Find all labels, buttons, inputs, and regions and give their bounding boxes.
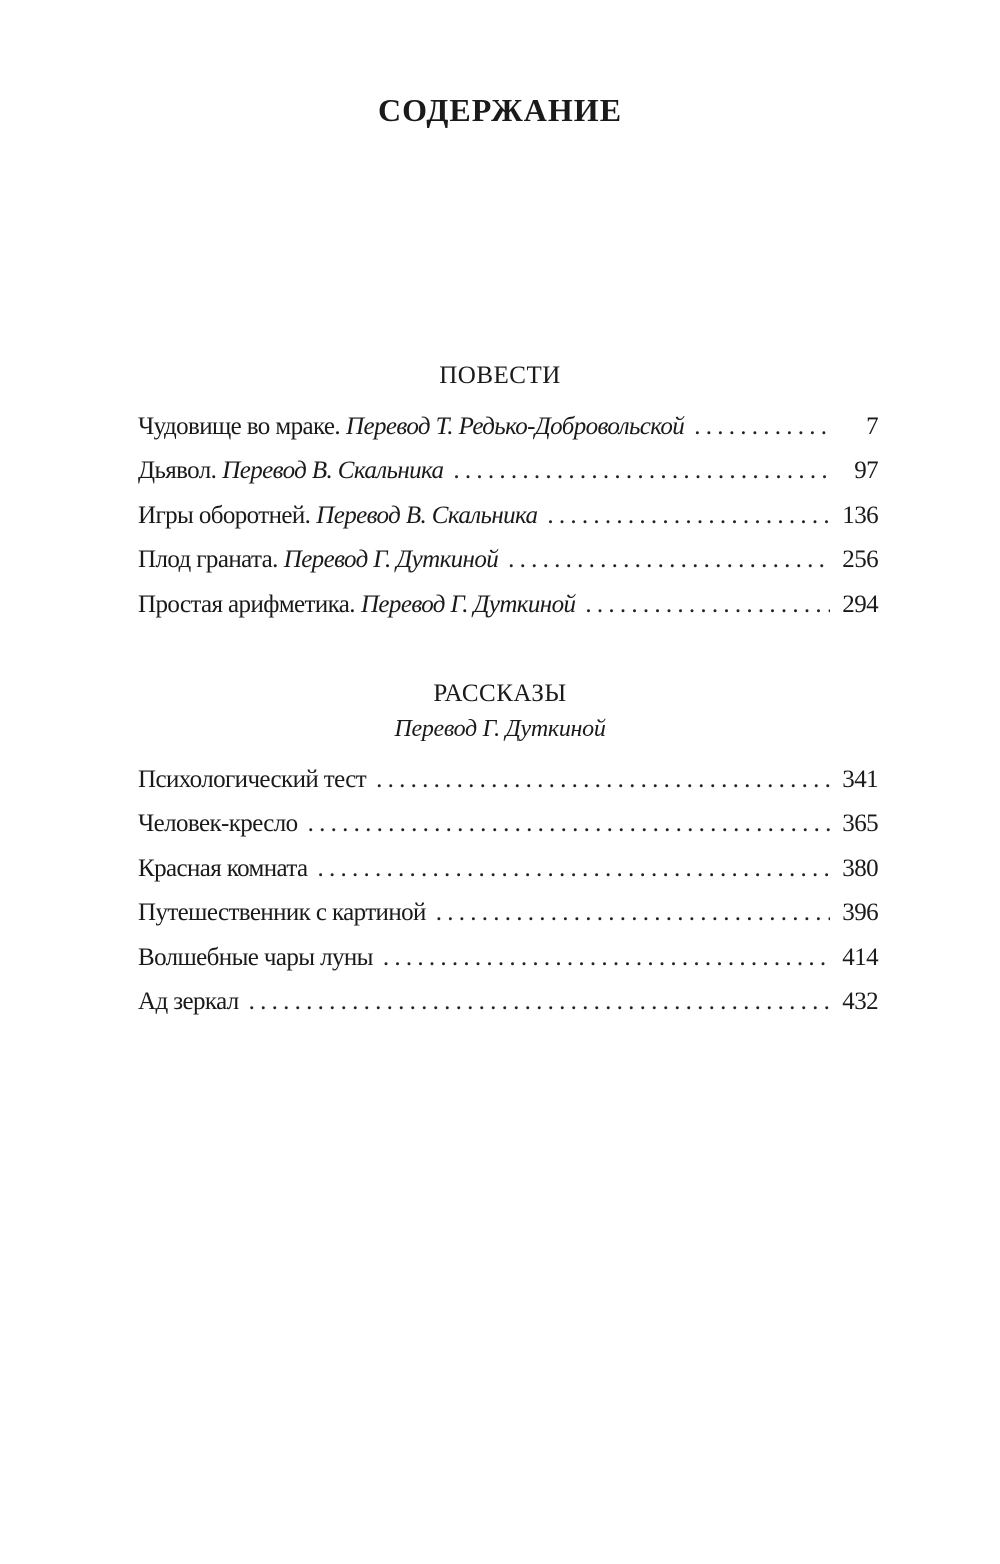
toc-entry[interactable] [138, 502, 878, 546]
toc-entry[interactable] [138, 899, 878, 943]
toc-list-rasskazy [138, 766, 878, 1032]
toc-entry[interactable] [138, 413, 878, 457]
page-title: СОДЕРЖАНИЕ [377, 92, 623, 128]
entry-title: Путешественник с картиной [138, 899, 426, 927]
toc-entry[interactable] [138, 944, 878, 988]
page-number: 7 [866, 413, 878, 440]
entry-translator: Перевод В. Скальника [316, 501, 538, 529]
entry-translator: Перевод Т. Редько-Добровольской [346, 413, 685, 440]
entry-title: Дьявол. [138, 457, 217, 485]
toc-entry[interactable] [138, 810, 878, 854]
section-heading-rasskazy: РАССКАЗЫ [433, 680, 567, 707]
toc-entry[interactable] [138, 766, 878, 810]
entry-title: Психологический тест [138, 766, 367, 793]
dot-leader [383, 944, 830, 972]
dot-leader [508, 546, 830, 574]
page-number: 97 [854, 457, 878, 485]
entry-translator: Перевод Г. Дуткиной [283, 546, 499, 574]
page-number: 341 [842, 766, 878, 793]
entry-title: Чудовище во мраке. [138, 413, 341, 440]
page-number: 396 [842, 899, 878, 927]
entry-translator: Перевод Г. Дуткиной [360, 590, 576, 618]
toc-entry[interactable] [138, 546, 878, 590]
entry-title: Игры оборотней. [138, 501, 311, 529]
page-number: 136 [842, 501, 878, 529]
dot-leader [308, 810, 830, 838]
dot-leader [453, 457, 830, 485]
page-number: 365 [842, 810, 878, 838]
toc-entry[interactable] [138, 855, 878, 899]
entry-title: Простая арифметика. [138, 590, 355, 618]
dot-leader [694, 413, 830, 441]
dot-leader [249, 988, 830, 1016]
page-number: 432 [842, 987, 878, 1015]
entry-title: Человек-кресло [138, 810, 298, 838]
toc-list-povesti [138, 413, 878, 635]
entry-title: Ад зеркал [138, 987, 239, 1015]
dot-leader [317, 855, 830, 883]
page-number: 380 [842, 854, 878, 882]
toc-entry[interactable] [138, 457, 878, 501]
dot-leader [547, 502, 830, 530]
section-heading-povesti: ПОВЕСТИ [439, 362, 561, 389]
entry-title: Волшебные чары луны [138, 943, 373, 971]
entry-title: Красная комната [138, 854, 308, 882]
entry-title: Плод граната. [138, 546, 278, 574]
page-number: 414 [842, 943, 878, 971]
dot-leader [436, 899, 830, 927]
entry-translator: Перевод В. Скальника [222, 457, 444, 485]
toc-entry[interactable] [138, 988, 878, 1032]
section-subheading: Перевод Г. Дуткиной [394, 716, 606, 742]
dot-leader [376, 766, 830, 794]
dot-leader [585, 591, 830, 619]
page-number: 256 [842, 546, 878, 574]
page-number: 294 [842, 590, 878, 618]
toc-entry[interactable] [138, 591, 878, 635]
